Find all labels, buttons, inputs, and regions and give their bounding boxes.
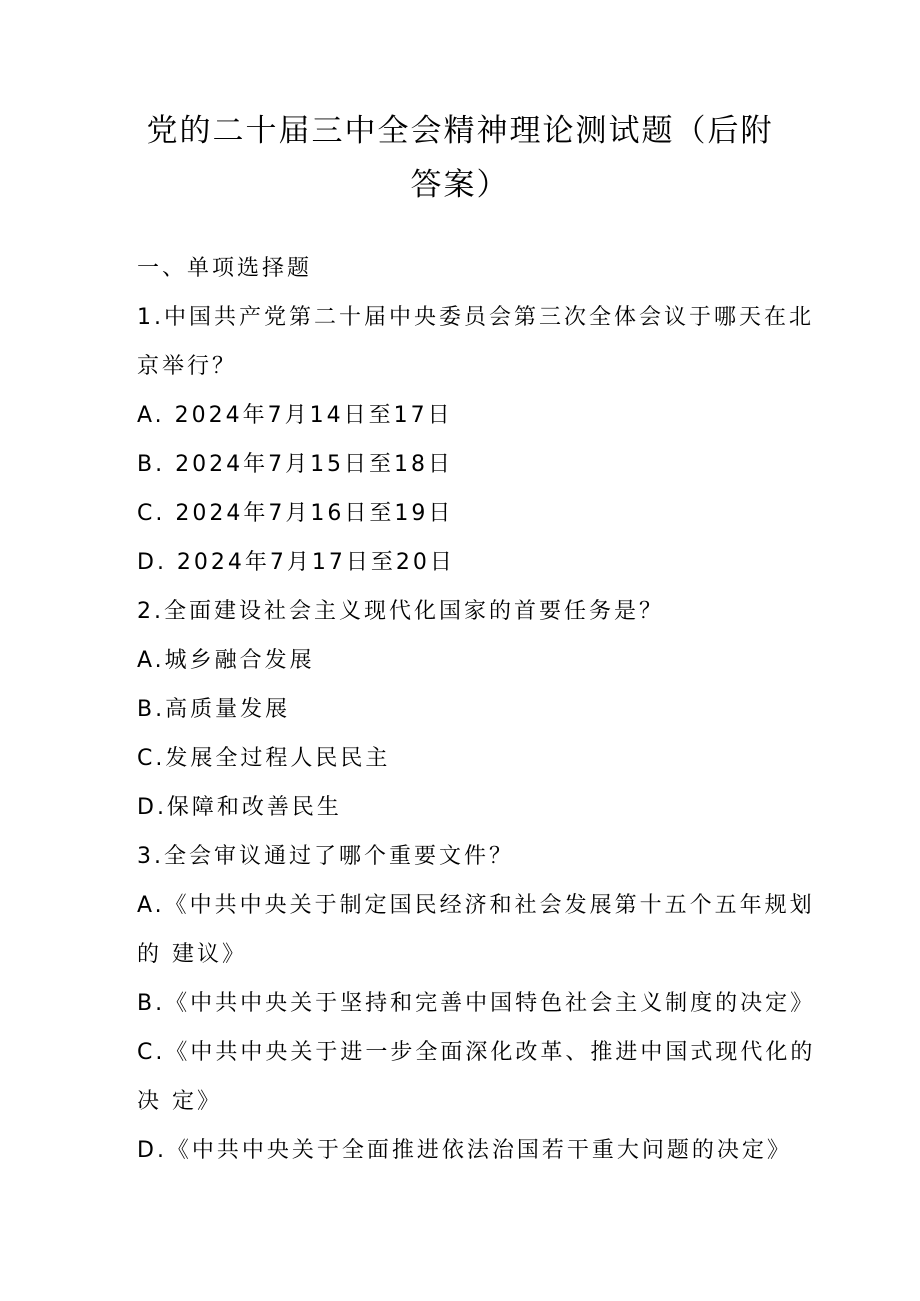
question-2-option-d: D.保障和改善民生 <box>137 795 342 820</box>
question-1-stem-line-1: 1.中国共产党第二十届中央委员会第三次全体会议于哪天在北 <box>137 305 814 330</box>
question-2-option-b: B.高质量发展 <box>137 697 291 722</box>
title-line-2: 答案） <box>410 167 510 203</box>
question-2-option-a: A.城乡融合发展 <box>137 648 315 673</box>
question-1-option-a: A. 2024年7月14日至17日 <box>137 403 453 428</box>
question-1-option-b: B. 2024年7月15日至18日 <box>137 452 454 477</box>
question-3-stem: 3.全会审议通过了哪个重要文件？ <box>137 844 514 869</box>
section-heading: 一、单项选择题 <box>137 256 313 281</box>
question-3-option-a-line-1: A.《中共中央关于制定国民经济和社会发展第十五个五年规划 <box>137 893 815 918</box>
question-3-option-b: B.《中共中央关于坚持和完善中国特色社会主义制度的决定》 <box>137 991 816 1016</box>
document-title <box>100 104 820 212</box>
question-3-option-d: D.《中共中央关于全面推进依法治国若干重大问题的决定》 <box>137 1138 792 1163</box>
question-1-stem-line-2: 京举行？ <box>137 354 238 379</box>
question-2-option-c: C.发展全过程人民民主 <box>137 746 391 771</box>
question-3-option-c-line-1: C.《中共中央关于进一步全面深化改革、推进中国式现代化的 <box>137 1040 816 1065</box>
question-2-stem: 2.全面建设社会主义现代化国家的首要任务是？ <box>137 599 664 624</box>
question-1-option-d: D. 2024年7月17日至20日 <box>137 550 455 575</box>
question-3-option-c-line-2: 决 定》 <box>137 1089 222 1114</box>
title-line-1: 党的二十届三中全会精神理论测试题（后附 <box>146 113 774 149</box>
question-3-option-a-line-2: 的 建议》 <box>137 942 247 967</box>
question-1-option-c: C. 2024年7月16日至19日 <box>137 501 454 526</box>
